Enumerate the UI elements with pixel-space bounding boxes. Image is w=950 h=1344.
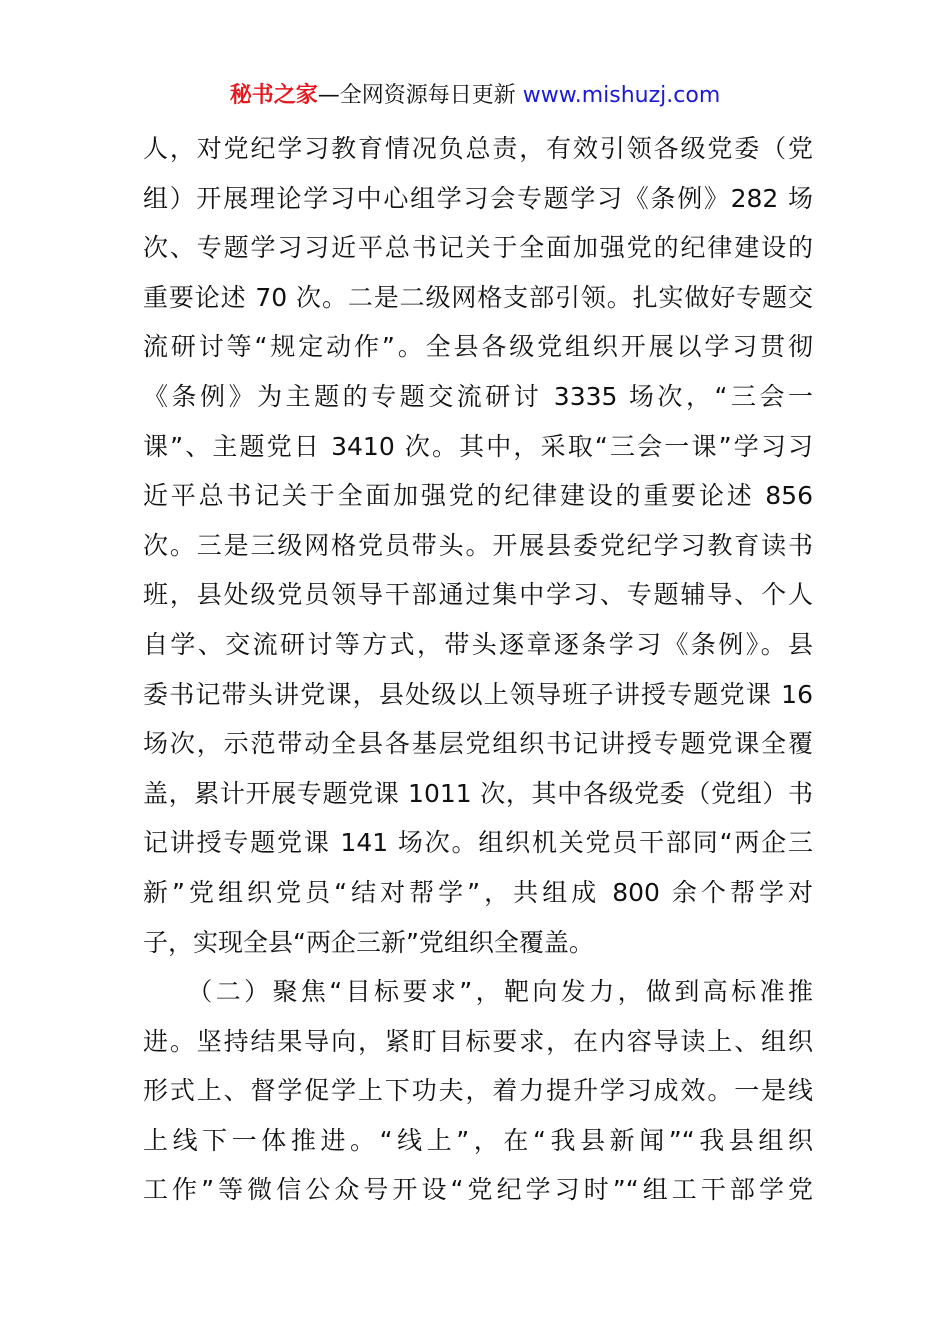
text-line: 新”党组织党员“结对帮学”，共组成 800 余个帮学对 <box>143 877 813 907</box>
text-line: 流研讨等“规定动作”。全县各级党组织开展以学习贯彻 <box>143 332 813 362</box>
text-line: 记讲授专题党课 141 场次。组织机关党员干部同“两企三 <box>143 828 813 858</box>
text-line: 进。坚持结果导向，紧盯目标要求，在内容导读上、组织 <box>143 1026 813 1056</box>
text-line: 盖，累计开展专题党课 1011 次，其中各级党委（党组）书 <box>143 778 813 808</box>
site-tagline: —全网资源每日更新 <box>317 83 516 108</box>
text-line: 班，县处级党员领导干部通过集中学习、专题辅导、个人 <box>143 580 813 610</box>
text-line: 次。三是三级网格党员带头。开展县委党纪学习教育读书 <box>143 530 813 560</box>
text-line: 组）开展理论学习中心组学习会专题学习《条例》282 场 <box>143 183 813 213</box>
document-body <box>143 124 813 1215</box>
text-line: 场次，示范带动全县各基层党组织书记讲授专题党课全覆 <box>143 729 813 759</box>
text-line: 自学、交流研讨等方式，带头逐章逐条学习《条例》。县 <box>143 629 813 659</box>
text-line: 形式上、督学促学上下功夫，着力提升学习成效。一是线 <box>143 1076 813 1106</box>
site-brand: 秘书之家 <box>229 83 318 108</box>
text-line: 《条例》为主题的专题交流研讨 3335 场次，“三会一 <box>143 381 813 411</box>
text-line: 子，实现全县“两企三新”党组织全覆盖。 <box>143 927 594 957</box>
text-line: 委书记带头讲党课，县处级以上领导班子讲授专题党课 16 <box>143 679 813 709</box>
text-line: 课”、主题党日 3410 次。其中，采取“三会一课”学习习 <box>143 431 813 461</box>
text-line: 人，对党纪学习教育情况负总责，有效引领各级党委（党 <box>143 134 813 163</box>
text-line: 上线下一体推进。“线上”，在“我县新闻”“我县组织 <box>143 1125 813 1155</box>
text-line: 重要论述 70 次。二是二级网格支部引领。扎实做好专题交 <box>143 282 813 312</box>
text-line: 近平总书记关于全面加强党的纪律建设的重要论述 856 <box>143 481 813 511</box>
text-line: 工作”等微信公众号开设“党纪学习时”“组工干部学党 <box>143 1175 813 1205</box>
page-header <box>0 78 950 114</box>
site-url-link[interactable]: www.mishuzj.com <box>522 83 721 108</box>
text-line: 次、专题学习习近平总书记关于全面加强党的纪律建设的 <box>143 233 813 263</box>
text-line: （二）聚焦“目标要求”，靶向发力，做到高标准推 <box>143 977 813 1007</box>
